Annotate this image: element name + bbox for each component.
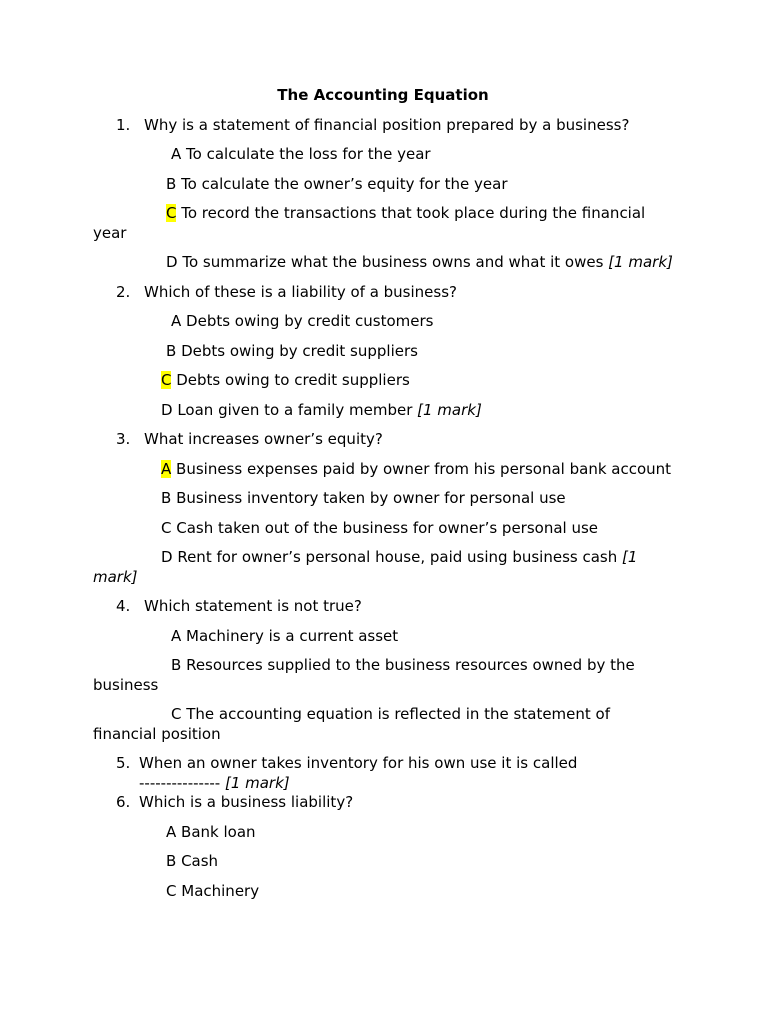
option-text: Business expenses paid by owner from his personal bank account <box>171 459 672 478</box>
option-1c <box>93 204 673 243</box>
question-text: Which statement is not true? <box>144 597 362 615</box>
question-text: What increases owner’s equity? <box>144 430 383 448</box>
option-letter: B <box>166 852 177 870</box>
option-6c <box>93 882 673 902</box>
option-letter: A <box>166 822 177 841</box>
option-text: Machinery is a current asset <box>181 626 399 645</box>
mark-label: [1 mark] <box>93 548 638 586</box>
question-2 <box>93 283 673 303</box>
option-text: Loan given to a family member <box>172 400 418 419</box>
option-text: Machinery <box>176 881 260 900</box>
question-number: 3. <box>116 430 131 448</box>
option-text: Debts owing by credit suppliers <box>176 341 418 360</box>
option-6b <box>93 852 673 872</box>
option-letter: B <box>161 489 172 507</box>
question-text: Which of these is a liability of a business? <box>144 282 457 301</box>
question-number: 1. <box>116 115 131 134</box>
option-text: Business inventory taken by owner for personal use <box>171 489 566 507</box>
option-letter: A <box>171 626 182 645</box>
question-number: 4. <box>116 597 131 615</box>
question-text: Why is a statement of financial position prepared by a business? <box>144 115 630 134</box>
option-letter: C <box>171 705 182 723</box>
question-6 <box>93 793 673 813</box>
option-letter: A <box>171 312 182 330</box>
option-letter: D <box>161 548 173 566</box>
option-3d <box>93 548 673 587</box>
option-text: The accounting equation is reflected in the statement of financial position <box>93 705 611 743</box>
mark-label: [1 mark] <box>608 253 673 271</box>
option-4a <box>93 627 673 647</box>
document-page <box>93 86 673 911</box>
option-2a <box>93 312 673 332</box>
option-1b <box>93 175 673 195</box>
option-letter: A <box>171 145 182 163</box>
option-3c <box>93 519 673 539</box>
option-letter: C <box>161 518 172 537</box>
question-text: When an owner takes inventory for his own use it is called <box>139 754 578 772</box>
highlighted-answer-letter: A <box>161 459 172 478</box>
mark-label: [1 mark] <box>224 773 290 792</box>
option-letter: D <box>161 400 173 419</box>
option-2c <box>93 371 673 391</box>
question-5-answer-line <box>93 774 673 794</box>
option-4c <box>93 705 673 744</box>
option-text: To calculate the loss for the year <box>181 145 431 163</box>
option-letter: B <box>171 656 182 674</box>
option-3b <box>93 489 673 509</box>
option-text: To record the transactions that took place during the financial year <box>93 204 646 242</box>
option-3a <box>93 460 673 480</box>
option-letter: D <box>166 253 178 271</box>
option-text: To summarize what the business owns and what it owes <box>177 253 609 271</box>
option-text: Rent for owner’s personal house, paid using business cash <box>172 548 622 566</box>
question-1 <box>93 116 673 136</box>
option-1d <box>93 253 673 273</box>
option-6a <box>93 823 673 843</box>
question-number: 6. <box>116 793 131 811</box>
question-number: 2. <box>116 282 131 301</box>
question-number: 5. <box>116 754 131 772</box>
question-text: Which is a business liability? <box>139 793 354 811</box>
option-letter: C <box>166 881 177 900</box>
option-letter: B <box>166 174 177 193</box>
highlighted-answer-letter: C <box>166 204 177 222</box>
option-letter: B <box>166 341 177 360</box>
highlighted-answer-letter: C <box>161 371 172 389</box>
option-text: Bank loan <box>176 822 256 841</box>
document-title: The Accounting Equation <box>277 86 489 104</box>
option-1a <box>93 145 673 165</box>
option-4b <box>93 656 673 695</box>
question-5 <box>93 754 673 774</box>
mark-label: [1 mark] <box>417 400 482 419</box>
option-text: Cash <box>176 852 219 870</box>
option-text: Resources supplied to the business resources owned by the business <box>93 656 635 694</box>
question-3 <box>93 430 673 450</box>
option-text: Debts owing to credit suppliers <box>171 371 410 389</box>
option-text: Cash taken out of the business for owner’s personal use <box>171 518 599 537</box>
option-text: Debts owing by credit customers <box>181 312 434 330</box>
option-text: To calculate the owner’s equity for the year <box>176 174 508 193</box>
option-2b <box>93 342 673 362</box>
option-2d <box>93 401 673 421</box>
question-4 <box>93 597 673 617</box>
answer-blank: --------------- <box>139 773 225 792</box>
